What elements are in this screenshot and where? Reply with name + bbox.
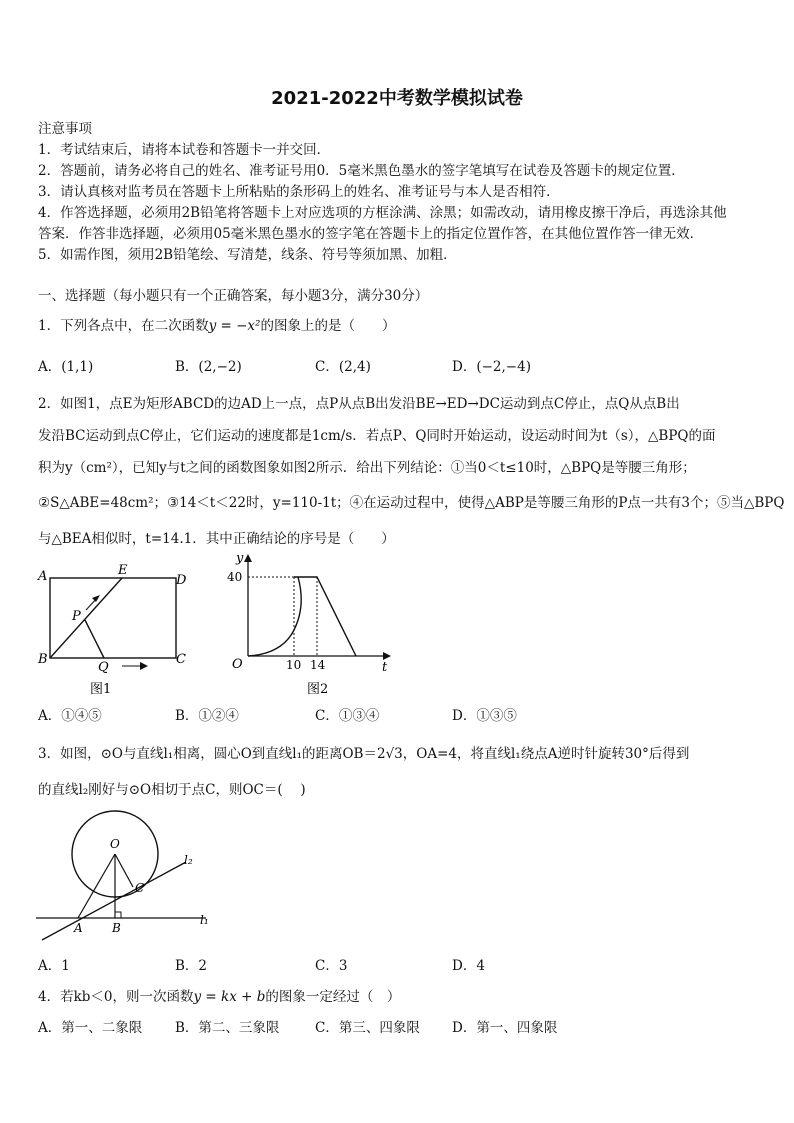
notice-item: 5．如需作图，须用2B铅笔绘、写清楚，线条、符号等须加黑、加粗． [38,247,457,263]
option-key: C． [315,1020,339,1036]
q4-option-c [315,1019,420,1037]
option-text: 2 [198,958,208,974]
option-key: D． [452,1020,477,1036]
label-l2: l₂ [184,853,193,867]
q2-figure-2 [222,550,397,700]
label-c: C [176,652,186,667]
q2-option-d [452,707,517,725]
question-3-line: 的直线l₂刚好与⊙O相切于点C，则OC＝( ) [38,782,306,798]
q1-stem-a: 1．下列各点中，在二次函数 [38,318,209,334]
option-key: A． [38,1020,62,1036]
figure-caption: 图2 [307,682,329,697]
option-key: B． [175,1020,199,1036]
option-key: D． [452,958,477,974]
axis-t-label: t [382,660,388,675]
question-2-line: ②S△ABE=48cm²；③14＜t＜22时，y=110-1t；④在运动过程中，使得△ABP是等腰三角形的P点一共有3个；⑤当△BPQ [38,495,785,511]
q1-option-a [38,358,93,376]
notice-item: 1．考试结束后，请将本试卷和答题卡一并交回． [38,142,331,158]
q1-formula: y = −x² [208,318,261,334]
option-text: 3 [338,958,348,974]
label-o: O [110,837,120,851]
q3-option-a [38,957,70,975]
q3-figure [36,808,226,948]
option-key: A． [38,359,62,375]
label-p: P [72,609,81,624]
question-2-line: 发沿BC运动到点C停止，它们运动的速度都是1cm/s．若点P、Q同时开始运动，设运动时间为t（s），△BPQ的面 [38,428,716,444]
option-key: B． [175,708,199,724]
option-text: 1 [61,958,70,974]
figure-caption: 图1 [90,682,112,697]
q4-option-a [38,1019,142,1037]
option-key: D． [452,359,477,375]
question-2-line: 与△BEA相似时，t=14.1．其中正确结论的序号是（ ） [38,531,395,547]
notice-item: 答案．作答非选择题，必须用05毫米黑色墨水的签字笔在答题卡上的指定位置作答，在其他位置作答一律无效． [38,226,704,242]
option-key: D． [452,708,477,724]
option-text: 4 [476,958,485,974]
section-heading: 一、选择题（每小题只有一个正确答案，每小题3分，满分30分） [38,288,429,304]
q4-option-d [452,1019,557,1037]
label-b: B [112,921,121,935]
q1-option-b [175,358,242,376]
label-a: A [38,569,48,584]
question-1-stem [38,317,395,335]
label-d: D [176,573,187,588]
q4-stem-b: 的图象一定经过（ ） [265,989,401,1005]
question-2-line: 积为y（cm²），已知y与t之间的函数图象如图2所示．给出下列结论：①当0＜t≤10时，△BPQ是等腰三角形； [38,460,696,476]
notice-item: 3．请认真核对监考员在答题卡上所粘贴的条形码上的姓名、准考证号与本人是否相符． [38,184,560,200]
option-text: ①④⑤ [61,708,102,724]
option-text: ①③④ [338,708,380,724]
q4-option-b [175,1019,279,1037]
option-text: 第一、四象限 [476,1020,558,1036]
tick-label-40: 40 [227,570,243,584]
label-q: Q [98,660,109,675]
label-a: A [74,921,83,935]
q2-option-c [315,707,379,725]
q3-option-b [175,957,207,975]
label-e: E [118,563,128,578]
option-key: C． [315,708,339,724]
option-text: ①③⑤ [476,708,517,724]
q1-option-d [452,358,531,376]
option-key: B． [175,359,199,375]
option-key: A． [38,958,62,974]
q4-formula: y = kx + b [193,989,266,1005]
option-text: (2,4) [338,359,371,375]
tick-label-14: 14 [310,658,326,672]
option-text: 第一、二象限 [61,1020,143,1036]
option-text: 第三、四象限 [338,1020,420,1036]
option-text: ①②④ [198,708,239,724]
question-2-line: 2．如图1，点E为矩形ABCD的边AD上一点，点P从点B出发沿BE→ED→DC运动到点C停止，点Q从点B出 [38,396,680,412]
option-key: C． [315,359,339,375]
label-l1: l₁ [200,913,209,927]
q4-stem-a: 4．若kb＜0，则一次函数 [38,989,194,1005]
question-3-line: 3．如图，⊙O与直线l₁相离，圆心O到直线l₁的距离OB＝2√3，OA=4，将直线l₁绕点A逆时针旋转30°后得到 [38,746,690,762]
q2-figure-1 [36,560,206,700]
option-key: A． [38,708,62,724]
q2-option-a [38,707,102,725]
notice-item: 4．作答选择题，必须用2B铅笔将答题卡上对应选项的方框涂满、涂黑；如需改动，请用橡皮擦干净后，再选涂其他 [38,205,727,221]
axis-y-label: y [236,551,244,566]
q1-stem-b: 的图象上的是（ ） [260,318,396,334]
q3-option-d [452,957,485,975]
notice-item: 2．答题前，请务必将自己的姓名、准考证号用0．5毫米黑色墨水的签字笔填写在试卷及答题卡的规定位置． [38,163,685,179]
option-key: C． [315,958,339,974]
option-text: 第二、三象限 [198,1020,280,1036]
q3-option-c [315,957,347,975]
option-key: B． [175,958,199,974]
label-b: B [38,652,48,667]
option-text: (2,−2) [198,359,242,375]
tick-label-10: 10 [286,658,302,672]
option-text: (−2,−4) [476,359,531,375]
question-4-stem [38,988,400,1006]
label-c: C [135,881,145,895]
notice-heading: 注意事项 [38,121,92,137]
q1-option-c [315,358,371,376]
page-title: 2021-2022中考数学模拟试卷 [271,88,523,109]
q2-option-b [175,707,239,725]
option-text: (1,1) [61,359,94,375]
origin-label: O [232,657,243,672]
